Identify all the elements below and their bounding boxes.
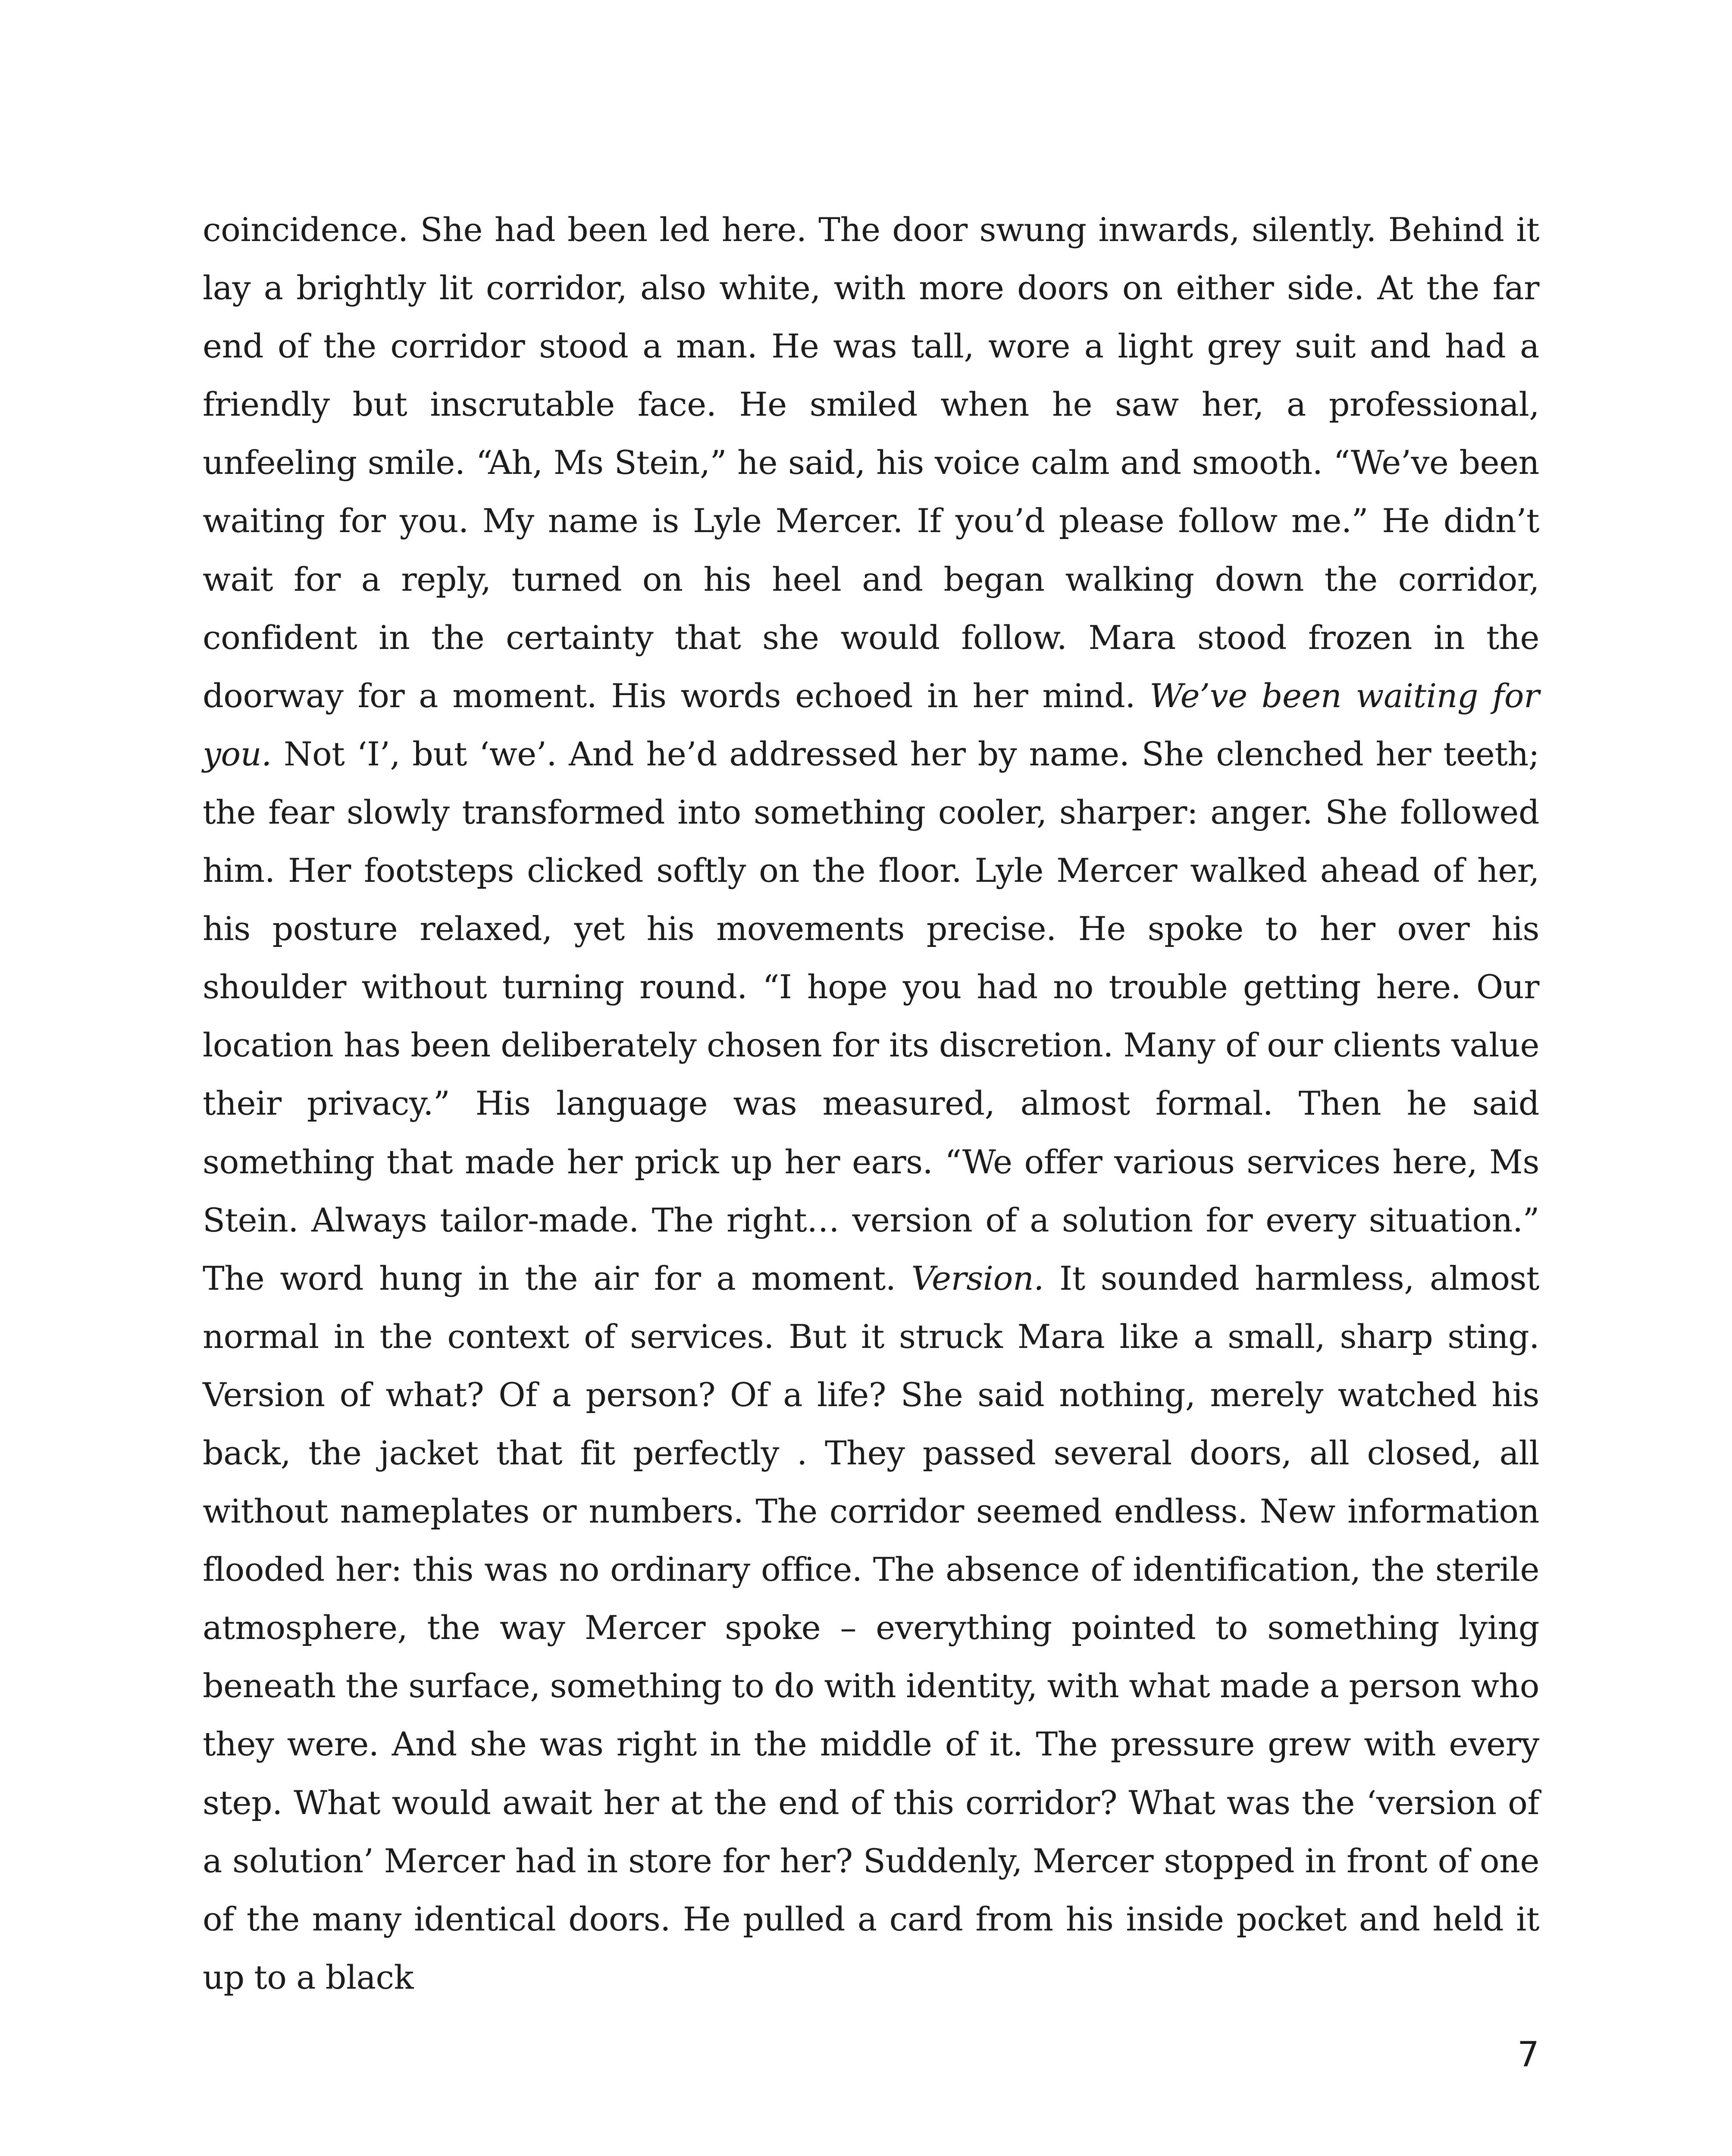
paragraph-text-part-1: coincidence. She had been led here. The door swung inwards, silently. Behind it lay a brightly lit corridor, also white, with more doors on either side. At the far end of the corridor stood a man. He was tall, wore a light grey suit and had a friendly but inscrutable face. He smiled when he saw her, a professional, unfeeling smile. “Ah, Ms Stein,” he said, his voice calm and smooth. “We’ve been waiting for you. My name is Lyle Mercer. If you’d please follow me.” He didn’t wait for a reply, turned on his heel and began walking down the corridor, confident in the certainty that she would follow. Mara stood frozen in the doorway for a moment. His words echoed in her mind. xyxy=(203,210,1539,715)
page-number: 7 xyxy=(1517,2034,1539,2075)
paragraph-text-part-2: Not ‘I’, but ‘we’. And he’d addressed her by name. She clenched her teeth; the fear slowly transformed into something cooler, sharper: anger. She followed him. Her footsteps clicked softly on the floor. Lyle Mercer walked ahead of her, his posture relaxed, yet his movements precise. He spoke to her over his shoulder without turning round. “I hope you had no trouble getting here. Our location has been deliberately chosen for its discretion. Many of our clients value their privacy.” His language was measured, almost formal. Then he said something that made her prick up her ears. “We offer various services here, Ms Stein. Always tailor-made. The right… version of a solution for every situation.” The word hung in the air for a moment. xyxy=(203,734,1539,1297)
italic-phrase-waiting: We’ve been waiting for you. xyxy=(203,676,1539,773)
italic-word-version: Version. xyxy=(911,1259,1044,1297)
paragraph-text-part-3: It sounded harmless, almost normal in the context of services. But it struck Mara like a small, sharp sting. Version of what? Of a person? Of a life? She said nothing, merely watched his back, the jacket that fit perfectly . They passed several doors, all closed, all without nameplates or numbers. The corridor seemed endless. New information flooded her: this was no ordinary office. The absence of identification, the sterile atmosphere, the way Mercer spoke – everything pointed to something lying beneath the surface, something to do with identity, with what made a person who they were. And she was right in the middle of it. The pressure grew with every step. What would await her at the end of this corridor? What was the ‘version of a solution’ Mercer had in store for her? Suddenly, Mercer stopped in front of one of the many identical doors. He pulled a card from his inside pocket and held it up to a black xyxy=(203,1259,1539,1996)
body-paragraph xyxy=(203,201,1539,2006)
